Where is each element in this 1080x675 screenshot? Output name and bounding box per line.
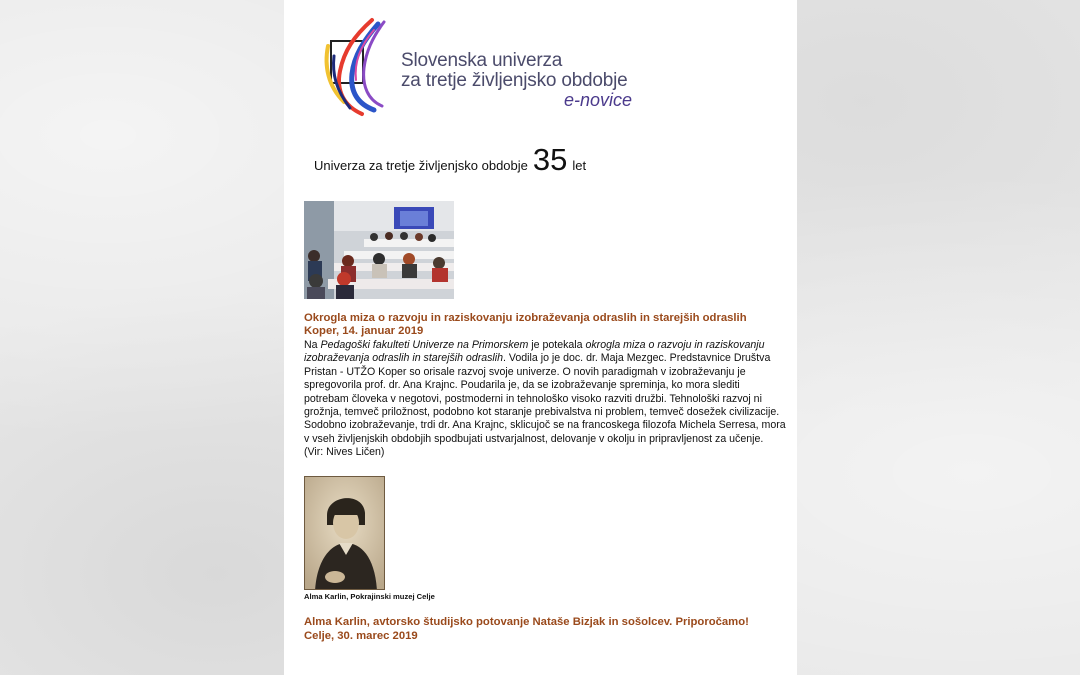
newsletter-page: [284, 0, 797, 675]
logo[interactable]: [314, 16, 644, 126]
anniversary-prefix: Univerza za tretje življenjsko obdobje: [314, 158, 528, 173]
portrait-caption: Alma Karlin, Pokrajinski muzej Celje: [304, 592, 435, 601]
logo-ribbon-icon: [314, 16, 414, 126]
article2-title[interactable]: Alma Karlin, avtorsko študijsko potovanje Nataše Bizjak in sošolcev. Priporočamo!: [304, 616, 749, 628]
article1-body-italic1: Pedagoški fakulteti Univerze na Primorskem: [320, 339, 529, 351]
article1-source: (Vir: Nives Ličen): [304, 446, 385, 459]
anniversary-number: 35: [532, 142, 568, 177]
logo-enovice: e-novice: [564, 90, 633, 110]
logo-line1: Slovenska univerza: [401, 50, 563, 71]
article1-body-italic2: okrogla miza o razvoju in raziskovanju izobraževanja odraslih in starejših odraslih: [304, 339, 765, 365]
round-table-photo[interactable]: [304, 201, 454, 299]
anniversary-suffix: let: [572, 158, 587, 173]
logo-line2: za tretje življenjsko obdobje: [401, 70, 628, 91]
article1-title[interactable]: Okrogla miza o razvoju in raziskovanju izobraževanja odraslih in starejših odraslih: [304, 312, 747, 324]
article2-dateline: Celje, 30. marec 2019: [304, 630, 418, 642]
article1-body-text3: . Vodila jo je doc. dr. Maja Mezgec. Predstavnice Društva Pristan - UTŽO Koper so orisale razvoj svoje univerze. O novih paradigmah v izobraževanju je spregovorila prof. dr. Ana Krajnc. Poudarila je, da se izobraževanje spreminja, ko mora slediti potrebam človeka v negotovi, postmoderni in tehnološko visoko razviti družbi. Tehnološki razvoj ni grožnja, temveč priložnost, podobno kot staranje prebivalstva ni problem, temveč dosežek civilizacije. Sodobno izobraževanje, trdi dr. Ana Krajnc, sklicujoč se na francoskega filozofa Michela Serresa, mora v vseh življenjskih obdobjih spodbujati ustvarjalnost, delovanje v okolju in pripravljenost za učenje.: [304, 352, 786, 445]
article1-dateline: Koper, 14. januar 2019: [304, 325, 424, 337]
alma-karlin-portrait[interactable]: [304, 476, 385, 590]
article1-body: [304, 339, 786, 460]
article1-body-text2: je potekala: [528, 339, 586, 351]
article1-body-text1: Na: [304, 339, 321, 351]
anniversary-line: [314, 142, 587, 177]
